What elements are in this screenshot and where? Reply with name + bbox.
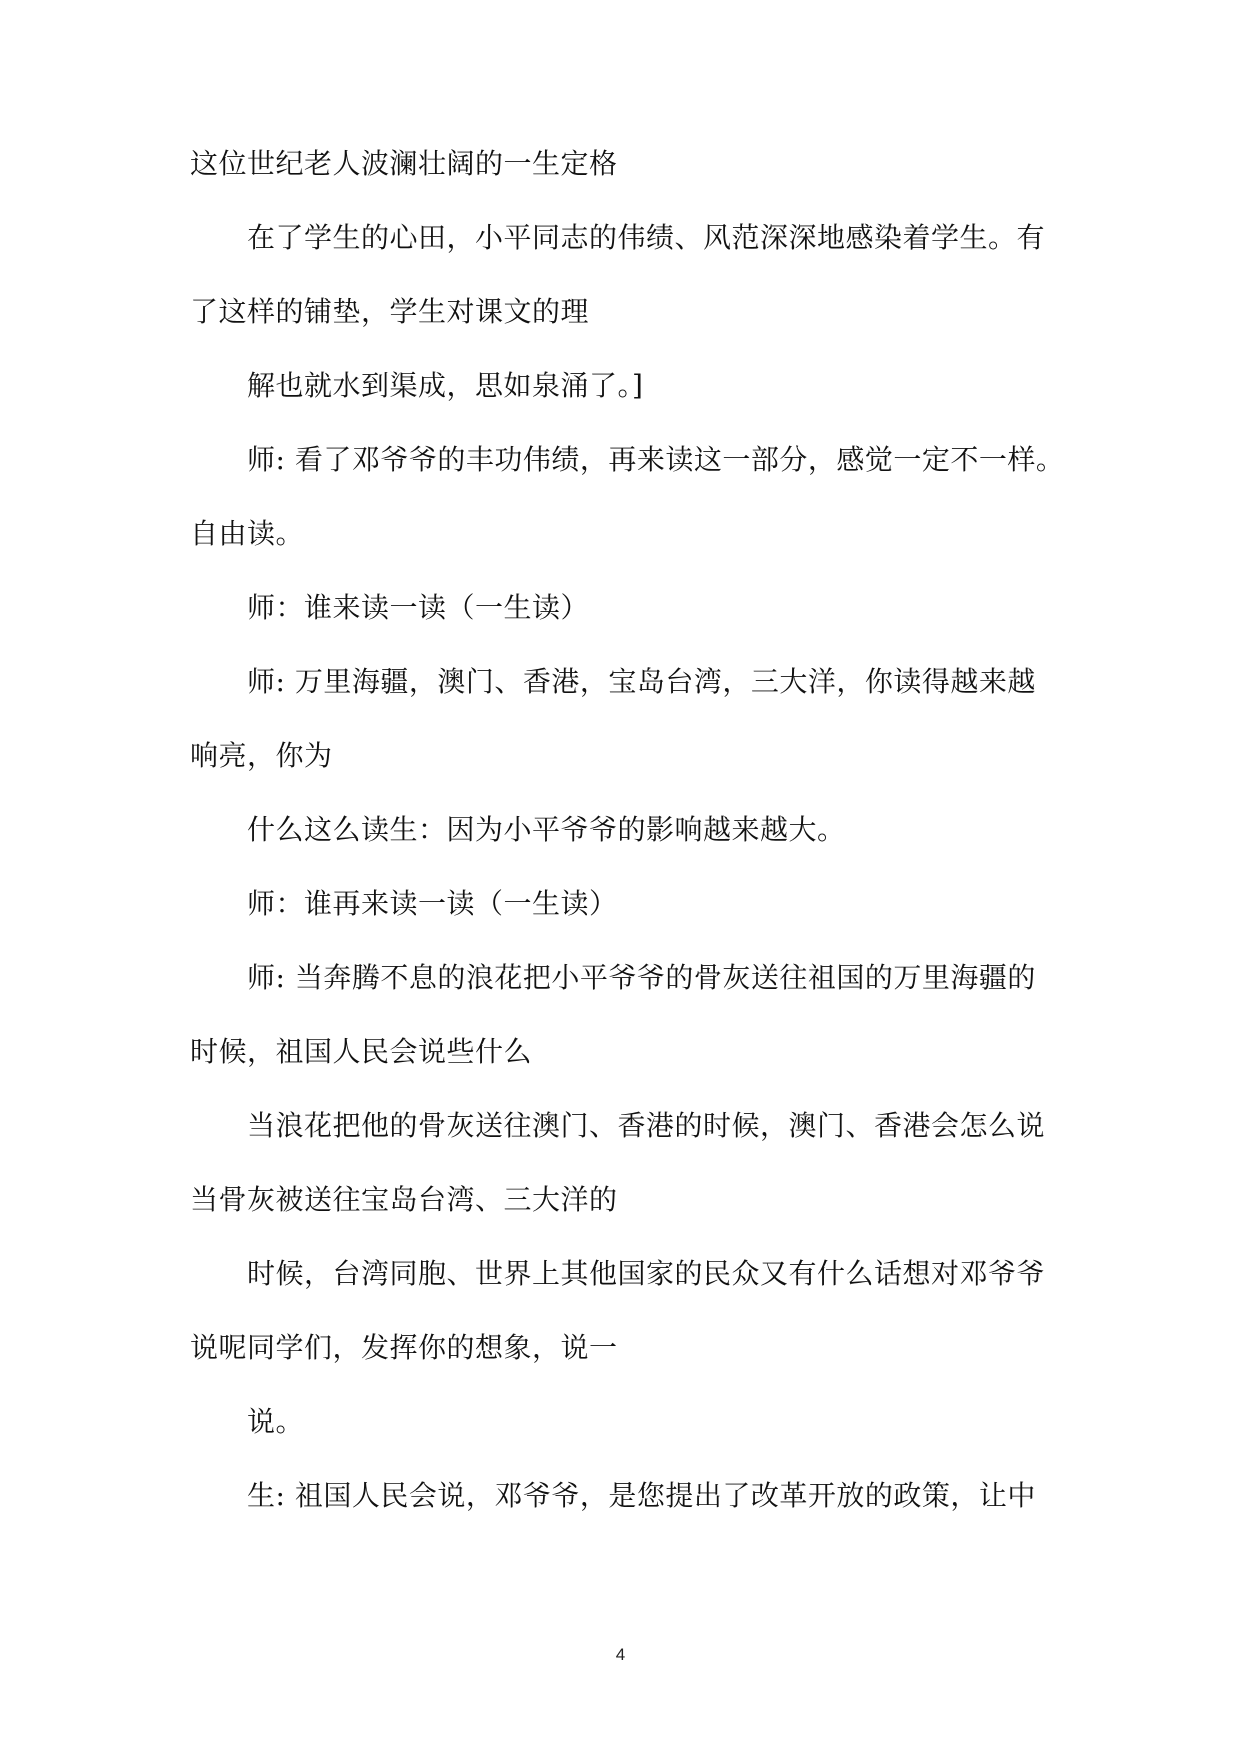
document-body <box>190 147 1065 1556</box>
text-line: 师：谁来读一读（一生读） <box>247 591 590 624</box>
text-line: 这位世纪老人波澜壮阔的一生定格 <box>190 147 618 180</box>
text-line: 当浪花把他的骨灰送往澳门、香港的时候，澳门、香港会怎么说 <box>247 1109 1046 1142</box>
text-line: 时候，台湾同胞、世界上其他国家的民众又有什么话想对邓爷爷 <box>247 1257 1046 1290</box>
text-line: 当骨灰被送往宝岛台湾、三大洋的 <box>190 1183 618 1216</box>
text-line: 解也就水到渠成，思如泉涌了。] <box>247 369 644 402</box>
text-line: 了这样的铺垫，学生对课文的理 <box>190 295 590 328</box>
text-line: 响亮，你为 <box>190 739 333 772</box>
text-line: 师: 看了邓爷爷的丰功伟绩，再来读这一部分，感觉一定不一样。 <box>247 443 1065 476</box>
text-line: 师: 当奔腾不息的浪花把小平爷爷的骨灰送往祖国的万里海疆的 <box>247 961 1036 994</box>
text-line: 什么这么读生：因为小平爷爷的影响越来越大。 <box>247 813 846 846</box>
page-number: 4 <box>615 1645 626 1664</box>
text-line: 师：谁再来读一读（一生读） <box>247 887 618 920</box>
text-line: 生: 祖国人民会说，邓爷爷，是您提出了改革开放的政策，让中 <box>247 1479 1036 1512</box>
text-line: 时候，祖国人民会说些什么 <box>190 1035 533 1068</box>
text-line: 在了学生的心田，小平同志的伟绩、风范深深地感染着学生。有 <box>247 221 1046 254</box>
text-line: 自由读。 <box>190 517 305 550</box>
text-line: 说。 <box>247 1405 305 1438</box>
text-line: 说呢同学们，发挥你的想象，说一 <box>190 1331 618 1364</box>
text-line: 师: 万里海疆，澳门、香港，宝岛台湾，三大洋，你读得越来越 <box>247 665 1036 698</box>
